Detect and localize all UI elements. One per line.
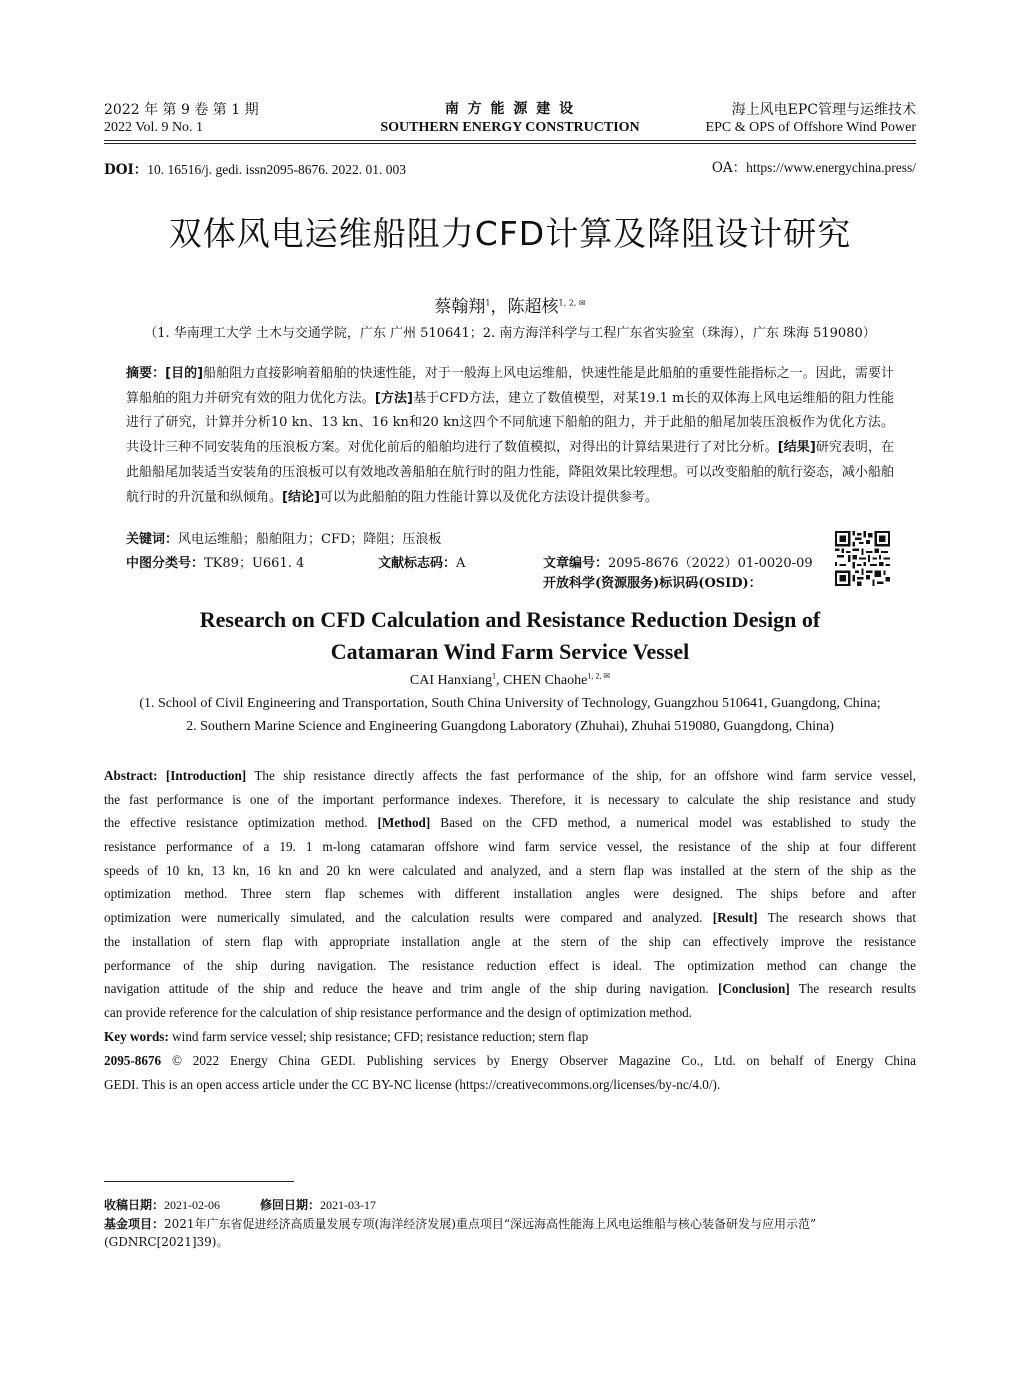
abstract-en xyxy=(104,764,916,1025)
abstract-en-tag: Abstract: xyxy=(104,768,158,783)
paper-title-en-line1: Research on CFD Calculation and Resistance Reduction Design of xyxy=(199,607,821,632)
keywords-en-value: wind farm service vessel; ship resistance; CFD; resistance reduction; stern flap xyxy=(172,1029,589,1044)
affiliation-en-line1: (1. School of Civil Engineering and Transportation, South China University of Technology, Guangzhou 510641, Guangdong, China; xyxy=(139,696,881,711)
abstract-cn-method: 基于CFD方法，建立了数值模型，对某19.1 m长的双体海上风电运维船的阻力性能进行了研究，计算并分析10 kn、13 kn、16 kn和20 kn这四个不同航速下船舶的阻力，并于此船的船尾加装压浪板作为优化方法。共设计三种不同安装角的压浪板方案。对优化前后的船舶均进行了数值模拟，对得出的计算结果进行了对比分析。 xyxy=(126,390,894,456)
abstract-en-line: optimization were numerically simulated, and the calculation results were compared and analyzed. [Result] The research shows that xyxy=(104,910,916,926)
qr-code-icon[interactable] xyxy=(835,531,890,586)
clc-value: TK89；U661. 4 xyxy=(204,556,305,571)
author-cn-2-affil: 1, 2, ✉ xyxy=(558,298,586,308)
author-cn-1: 蔡翰翔 xyxy=(434,297,486,317)
revised-label: 修回日期： xyxy=(260,1198,321,1212)
abstract-cn-label: 摘要： xyxy=(126,366,166,381)
abstract-cn-tag-method: [方法] xyxy=(374,390,413,406)
received-label: 收稿日期： xyxy=(104,1198,165,1212)
oa-link[interactable]: https://www.energychina.press/ xyxy=(746,160,916,175)
keywords-cn-label: 关键词： xyxy=(126,532,179,547)
authors-cn xyxy=(104,292,916,317)
header-rule-thin xyxy=(104,143,916,144)
abstract-en-line: can provide reference for the calculation of ship resistance performance and the design of optimization method. xyxy=(104,1004,693,1020)
clc-number xyxy=(126,554,304,574)
abstract-en-line: speeds of 10 kn, 13 kn, 16 kn and 20 kn were calculated and analyzed, and a stern flap was installed at the stern of the ship as the xyxy=(104,862,916,878)
column-name-en: EPC & OPS of Offshore Wind Power xyxy=(705,120,916,135)
abstract-cn-conclusion: 可以为此船舶的阻力性能计算以及优化方法设计提供参考。 xyxy=(319,489,658,505)
doc-code-value: A xyxy=(456,556,466,571)
doi-value: 10. 16516/j. gedi. issn2095-8676. 2022. 01. 003 xyxy=(147,162,407,177)
abstract-en-tag: [Result] xyxy=(712,910,758,926)
abstract-cn xyxy=(126,362,894,510)
abstract-en-line: navigation attitude of the ship and reduce the heave and trim angle of the ship during navigation. [Conclusion] The research results xyxy=(104,981,916,997)
author-separator-en: , xyxy=(495,673,503,688)
footnote-rule xyxy=(104,1181,294,1182)
column-name-cn: 海上风电EPC管理与运维技术 xyxy=(731,102,916,118)
fund-line1 xyxy=(104,1215,816,1233)
header-rule xyxy=(104,140,916,141)
fund-line2: (GDNRC[2021]39)。 xyxy=(104,1235,229,1249)
received-value: 2021-02-06 xyxy=(164,1198,221,1212)
fund-text1: 2021年广东省促进经济高质量发展专项(海洋经济发展)重点项目“深远海高性能海上风电运维船与核心装备研发与应用示范” xyxy=(164,1217,817,1231)
affiliation-en-line2: 2. Southern Marine Science and Engineering Guangdong Laboratory (Zhuhai), Zhuhai 519080, Guangdong, China) xyxy=(186,719,834,734)
author-en-1: CAI Hanxiang xyxy=(409,673,492,688)
keywords-cn xyxy=(126,530,441,550)
license-line2: GEDI. This is an open access article under the CC BY-NC license (https://creativecommons.org/licenses/by-nc/4.0/). xyxy=(104,1076,721,1092)
abstract-en-tag: [Method] xyxy=(377,815,431,831)
author-en-1-affil: 1 xyxy=(491,671,496,681)
revised-value: 2021-03-17 xyxy=(320,1198,377,1212)
abstract-en-line: the installation of stern flap with appropriate installation angle at the stern of the ship can effectively improve the resistance xyxy=(104,933,916,949)
article-number xyxy=(543,554,813,574)
author-cn-1-affil: 1 xyxy=(485,298,491,308)
doc-code-label: 文献标志码： xyxy=(378,556,457,571)
author-en-2-affil: 1, 2, ✉ xyxy=(587,671,611,681)
doi-line xyxy=(104,158,406,178)
paper-title-en xyxy=(104,604,916,668)
paper-title-cn: 双体风电运维船阻力CFD计算及降阻设计研究 xyxy=(168,214,852,253)
author-separator-cn: ， xyxy=(490,297,508,317)
license-text1: © 2022 Energy China GEDI. Publishing services by Energy Observer Magazine Co., Ltd. on behalf of Energy China xyxy=(171,1053,916,1068)
journal-issue-cn: 2022 年 第 9 卷 第 1 期 xyxy=(104,102,259,118)
keywords-en-label: Key words: xyxy=(104,1029,169,1044)
abstract-en-line: optimization method. Three stern flap schemes with different installation angles were designed. The ships before and after xyxy=(104,886,916,902)
author-cn-2: 陈超核 xyxy=(507,297,559,317)
abstract-cn-result: 研究表明，在此船船尾加装适当安装角的压浪板可以有效地改善船舶在航行时的阻力性能，降阻效果比较理想。可以改变船舶的航行姿态，减小船舶航行时的升沉量和纵倾角。 xyxy=(126,440,894,505)
abstract-en-line: performance of the ship during navigation. The resistance reduction effect is ideal. The optimization method can change the xyxy=(104,957,916,973)
abstract-en-line: the fast performance is one of the important performance indexes. Therefore, it is necessary to calculate the ship resistance and study xyxy=(104,791,916,807)
abstract-en-tag: [Introduction] xyxy=(165,768,247,783)
clc-label: 中图分类号： xyxy=(126,556,205,571)
abstract-cn-tag-conclusion: [结论] xyxy=(282,489,320,505)
document-code xyxy=(378,554,465,574)
received-date xyxy=(104,1196,220,1214)
keywords-en xyxy=(104,1027,588,1047)
authors-en xyxy=(104,673,916,689)
journal-issue-en: 2022 Vol. 9 No. 1 xyxy=(104,120,204,135)
abstract-en-line: Abstract: [Introduction] The ship resistance directly affects the fast performance of the ship, for an offshore wind farm service vessel, xyxy=(104,768,916,783)
fund-label: 基金项目： xyxy=(104,1217,165,1231)
oa-line[interactable] xyxy=(712,156,916,176)
author-en-2: CHEN Chaohe xyxy=(502,673,588,688)
abstract-cn-tag-purpose: [目的] xyxy=(165,366,204,381)
paper-title-en-line2: Catamaran Wind Farm Service Vessel xyxy=(330,639,690,664)
osid-label: 开放科学(资源服务)标识码(OSID)： xyxy=(543,576,762,591)
abstract-en-tag: [Conclusion] xyxy=(717,981,790,997)
abstract-en-line: resistance performance of a 19. 1 m-long catamaran offshore wind farm service vessel, the resistance of the ship at four different xyxy=(104,839,916,855)
oa-label: OA： xyxy=(711,160,747,176)
journal-name-en: SOUTHERN ENERGY CONSTRUCTION xyxy=(380,120,640,135)
license-line1 xyxy=(104,1049,916,1073)
license-block xyxy=(104,1049,916,1096)
abstract-cn-tag-result: [结果] xyxy=(777,440,816,456)
article-no-value: 2095-8676（2022）01-0020-09 xyxy=(608,556,813,571)
abstract-en-line: the effective resistance optimization method. [Method] Based on the CFD method, a numerical model was established to study the xyxy=(104,815,916,831)
keywords-cn-value: 风电运维船；船舶阻力；CFD；降阻；压浪板 xyxy=(178,532,442,547)
journal-name-cn: 南 方 能 源 建 设 xyxy=(444,101,576,117)
abstract-cn-purpose: 船舶阻力直接影响着船舶的快速性能，对于一般海上风电运维船，快速性能是此船舶的重要性能指标之一。因此，需要计算船舶的阻力并研究有效的阻力优化方法。 xyxy=(126,366,894,406)
license-lead: 2095-8676 xyxy=(104,1053,162,1068)
revised-date xyxy=(260,1196,376,1214)
doi-label: DOI： xyxy=(104,162,148,178)
affiliation-cn: （1. 华南理工大学 土木与交通学院，广东 广州 510641；2. 南方海洋科学与工程广东省实验室（珠海），广东 珠海 519080） xyxy=(144,326,876,341)
article-no-label: 文章编号： xyxy=(543,556,609,571)
